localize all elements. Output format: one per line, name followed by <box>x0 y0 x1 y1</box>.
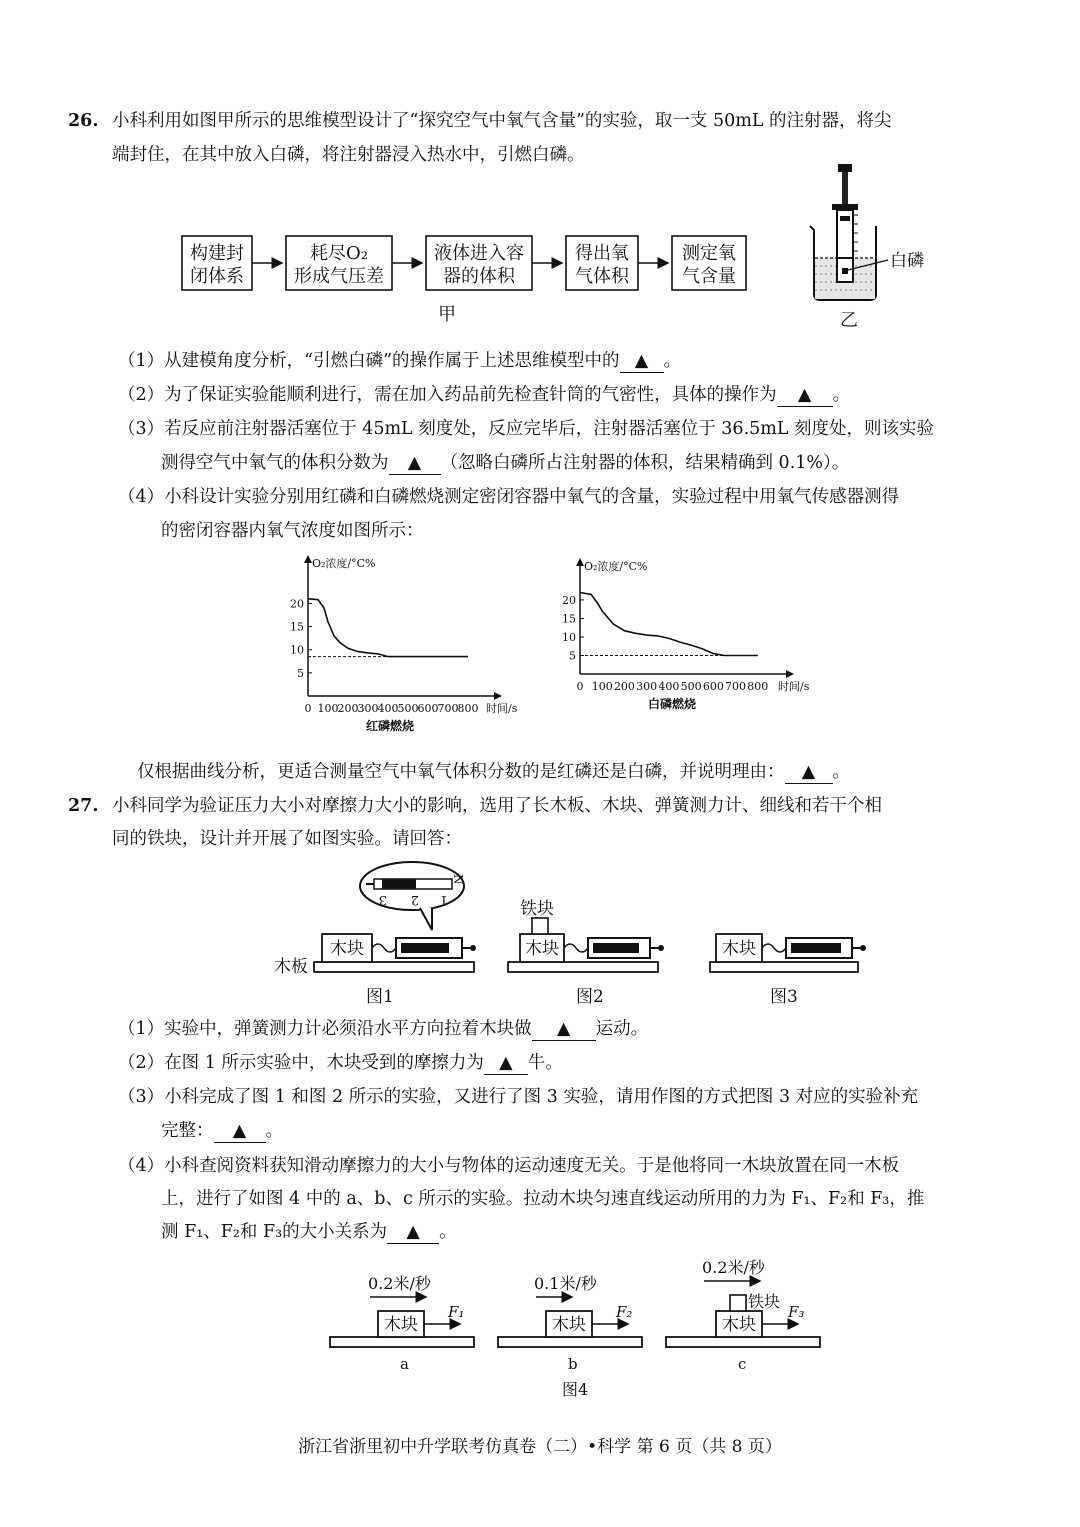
q26-sub3-line1: （3）若反应前注射器活塞位于 45mL 刻度处，反应完毕后，注射器活塞位于 36.5mL 刻度处，则该实验 <box>118 419 935 439</box>
x-tick-label: 0 <box>304 702 312 715</box>
y-axis-label: O₂浓度/°C% <box>584 560 648 573</box>
triangle-icon: ▲ <box>797 385 812 405</box>
block-label: 木块 <box>384 1315 418 1335</box>
figure-4b <box>498 1274 642 1373</box>
chart-white-phosphorus <box>548 553 808 743</box>
x-tick-label: 100 <box>317 702 339 715</box>
q26-sub2-text: （2）为了保证实验能顺利进行，需在加入药品前先检查针筒的气密性，具体的操作为 <box>118 385 777 405</box>
x-axis-arrow <box>786 670 794 678</box>
svg-text:耗尽O₂: 耗尽O₂ <box>310 243 368 264</box>
q26-sub2-end: 。 <box>832 385 851 405</box>
flow-box-3 <box>426 236 532 290</box>
chart-title: 红磷燃烧 <box>365 719 415 733</box>
q27-sub4-line1: （4）小科查阅资料获知滑动摩擦力的大小与物体的运动速度无关。于是他将同一木块放置在同一木板 <box>118 1156 900 1176</box>
speed-label: 0.2米/秒 <box>702 1258 765 1277</box>
speed-label: 0.2米/秒 <box>368 1274 431 1293</box>
fig1-label: 图1 <box>366 987 394 1007</box>
block-label: 木块 <box>722 939 756 959</box>
q27-sub4-end: 。 <box>439 1222 457 1242</box>
y-tick-label: 20 <box>290 597 304 611</box>
q26-final <box>137 761 850 784</box>
q26-sub1 <box>118 350 681 373</box>
syringe-beaker-figure <box>800 160 940 330</box>
triangle-icon: ▲ <box>556 1019 571 1039</box>
q27-sub4-line3 <box>161 1221 457 1244</box>
q27-number: 27. <box>68 796 99 816</box>
svg-text:构建封: 构建封 <box>190 243 244 264</box>
q26-stem-line2: 端封住，在其中放入白磷，将注射器浸入热水中，引燃白磷。 <box>112 145 585 165</box>
chart-red-phosphorus <box>280 553 518 743</box>
x-tick-label: 300 <box>636 680 658 693</box>
label-a: a <box>400 1355 409 1373</box>
y-axis-arrow <box>304 555 312 563</box>
y-tick-label: 10 <box>290 643 304 657</box>
speed-label: 0.1米/秒 <box>534 1274 597 1293</box>
iron-label: 铁块 <box>520 899 554 919</box>
q26-sub2 <box>118 384 850 407</box>
block-label: 木块 <box>722 1315 756 1335</box>
x-tick-label: 800 <box>457 702 479 715</box>
q27-sub3-text: 完整： <box>161 1121 214 1141</box>
scale-unit: N <box>451 874 465 885</box>
flow-box-2 <box>286 236 392 290</box>
q26-final-end: 。 <box>832 762 850 782</box>
q27-stem-line2: 同的铁块，设计并开展了如图实验。请回答： <box>112 829 462 849</box>
q26-sub3-line2 <box>161 452 849 475</box>
x-tick-label: 700 <box>725 680 747 693</box>
x-tick-label: 300 <box>357 702 379 715</box>
svg-text:气含量: 气含量 <box>682 266 736 287</box>
x-tick-label: 500 <box>680 680 702 693</box>
flow-box-1 <box>182 236 252 290</box>
triangle-icon: ▲ <box>232 1121 247 1141</box>
q26-stem-line1: 小科利用如图甲所示的思维模型设计了“探究空气中氧气含量”的实验，取一支 50mL 的注射器，将尖 <box>112 111 892 131</box>
white-phosphorus-label: 白磷 <box>890 251 924 271</box>
svg-text:测定氧: 测定氧 <box>682 243 736 264</box>
x-tick-label: 200 <box>337 702 359 715</box>
answer-blank[interactable] <box>214 1120 266 1143</box>
figure-4c <box>666 1258 820 1373</box>
q26-sub3-text: 测得空气中氧气的体积分数为 <box>161 453 389 473</box>
label-b: b <box>568 1355 578 1373</box>
scale-digit: 3 <box>378 892 387 907</box>
q27-sub1-end: 运动。 <box>595 1019 649 1039</box>
block-label: 木块 <box>330 939 364 959</box>
series-line <box>580 593 758 656</box>
y-axis-label: O₂浓度/°C% <box>312 557 376 570</box>
y-axis-arrow <box>576 558 584 566</box>
force-label: F₃ <box>788 1303 805 1321</box>
q27-sub4-line2: 上，进行了如图 4 中的 a、b、c 所示的实验。拉动木块匀速直线运动所用的力为 F₁、F₂和 F₃，推 <box>161 1189 925 1209</box>
q27-sub2 <box>118 1052 563 1075</box>
x-tick-label: 0 <box>576 680 584 693</box>
force-label: F₁ <box>448 1303 465 1321</box>
page-footer: 浙江省浙里初中升学联考仿真卷（二）•科学 第 6 页（共 8 页） <box>298 1437 782 1457</box>
x-axis-arrow <box>494 692 502 700</box>
flow-box-5 <box>672 236 746 290</box>
series-line <box>308 599 468 657</box>
svg-text:器的体积: 器的体积 <box>443 266 515 287</box>
q27-sub4-text: 测 F₁、F₂和 F₃的大小关系为 <box>161 1222 388 1242</box>
y-tick-label: 20 <box>562 593 576 607</box>
figure-4 <box>326 1255 846 1405</box>
q27-sub1-text: （1）实验中，弹簧测力计必须沿水平方向拉着木块做 <box>118 1019 532 1039</box>
x-tick-label: 200 <box>613 680 635 693</box>
svg-text:液体进入容: 液体进入容 <box>434 243 524 264</box>
q27-sub2-text: （2）在图 1 所示实验中，木块受到的摩擦力为 <box>118 1053 484 1073</box>
block-label: 木块 <box>552 1315 586 1335</box>
y-tick-label: 10 <box>562 630 576 644</box>
triangle-icon: ▲ <box>407 453 422 473</box>
figure-3 <box>710 934 866 1007</box>
svg-text:闭体系: 闭体系 <box>190 266 244 287</box>
q27-stem-line1: 小科同学为验证压力大小对摩擦力大小的影响，选用了长木板、木块、弹簧测力计、细线和若干个相 <box>112 796 882 816</box>
q26-sub3-note: （忽略白磷所占注射器的体积，结果精确到 0.1%）。 <box>440 453 850 473</box>
answer-blank[interactable] <box>777 384 833 407</box>
block-label: 木块 <box>525 939 559 959</box>
x-tick-label: 400 <box>377 702 399 715</box>
y-tick-label: 5 <box>297 666 304 680</box>
x-tick-label: 100 <box>591 680 613 693</box>
svg-text:形成气压差: 形成气压差 <box>294 266 384 287</box>
x-tick-label: 700 <box>437 702 459 715</box>
q26-sub4-line2: 的密闭容器内氧气浓度如图所示： <box>161 521 424 541</box>
q26-final-text: 仅根据曲线分析，更适合测量空气中氧气体积分数的是红磷还是白磷，并说明理由： <box>137 762 785 782</box>
q27-sub2-end: 牛。 <box>527 1053 563 1073</box>
svg-text:得出氧: 得出氧 <box>575 243 629 264</box>
svg-text:气体积: 气体积 <box>575 266 629 287</box>
answer-blank[interactable] <box>387 1221 439 1244</box>
fig3-label: 图3 <box>770 987 798 1007</box>
x-tick-label: 500 <box>397 702 419 715</box>
x-axis-label: 时间/s <box>486 702 518 715</box>
x-tick-label: 800 <box>747 680 769 693</box>
fig-yi-label: 乙 <box>840 310 858 331</box>
figure-1 <box>274 862 476 1007</box>
y-tick-label: 15 <box>290 620 304 634</box>
scale-digit: 1 <box>439 892 448 907</box>
x-axis-label: 时间/s <box>778 680 810 693</box>
x-tick-label: 600 <box>702 680 724 693</box>
label-c: c <box>738 1355 747 1373</box>
q26-number: 26. <box>68 111 99 131</box>
friction-experiment-figures <box>270 858 890 1018</box>
board-label: 木板 <box>274 957 308 977</box>
triangle-icon: ▲ <box>406 1222 420 1242</box>
q27-sub3-end: 。 <box>265 1121 283 1141</box>
fig4-caption: 图4 <box>562 1380 589 1399</box>
answer-blank[interactable] <box>785 761 833 784</box>
figure-4a <box>330 1274 474 1373</box>
fig-jia-label: 甲 <box>438 304 456 325</box>
triangle-icon: ▲ <box>634 351 649 371</box>
iron-label: 铁块 <box>748 1292 781 1311</box>
y-tick-label: 15 <box>562 612 576 626</box>
answer-blank[interactable] <box>532 1018 596 1041</box>
q27-sub3-line1: （3）小科完成了图 1 和图 2 所示的实验，又进行了图 3 实验，请用作图的方式把图 3 对应的实验补充 <box>118 1087 919 1107</box>
x-tick-label: 600 <box>417 702 439 715</box>
triangle-icon: ▲ <box>801 762 816 782</box>
q26-sub4-line1: （4）小科设计实验分别用红磷和白磷燃烧测定密闭容器中氧气的含量，实验过程中用氧气传感器测得 <box>118 487 900 507</box>
answer-blank[interactable] <box>620 350 664 373</box>
q27-sub3-line2 <box>161 1120 283 1143</box>
chart-title: 白磷燃烧 <box>647 697 697 711</box>
flow-box-4 <box>566 236 638 290</box>
q26-sub1-end: 。 <box>663 351 682 371</box>
scale-digit: 2 <box>410 892 419 907</box>
q27-sub1 <box>118 1018 648 1041</box>
x-tick-label: 400 <box>658 680 680 693</box>
fig2-label: 图2 <box>576 987 604 1007</box>
answer-blank[interactable] <box>389 452 441 475</box>
q26-sub1-text: （1）从建模角度分析，“引燃白磷”的操作属于上述思维模型中的 <box>118 351 620 371</box>
force-label: F₂ <box>616 1303 633 1321</box>
triangle-icon: ▲ <box>499 1053 513 1073</box>
answer-blank[interactable] <box>484 1052 528 1075</box>
y-tick-label: 5 <box>569 649 576 663</box>
figure-2 <box>508 899 664 1007</box>
